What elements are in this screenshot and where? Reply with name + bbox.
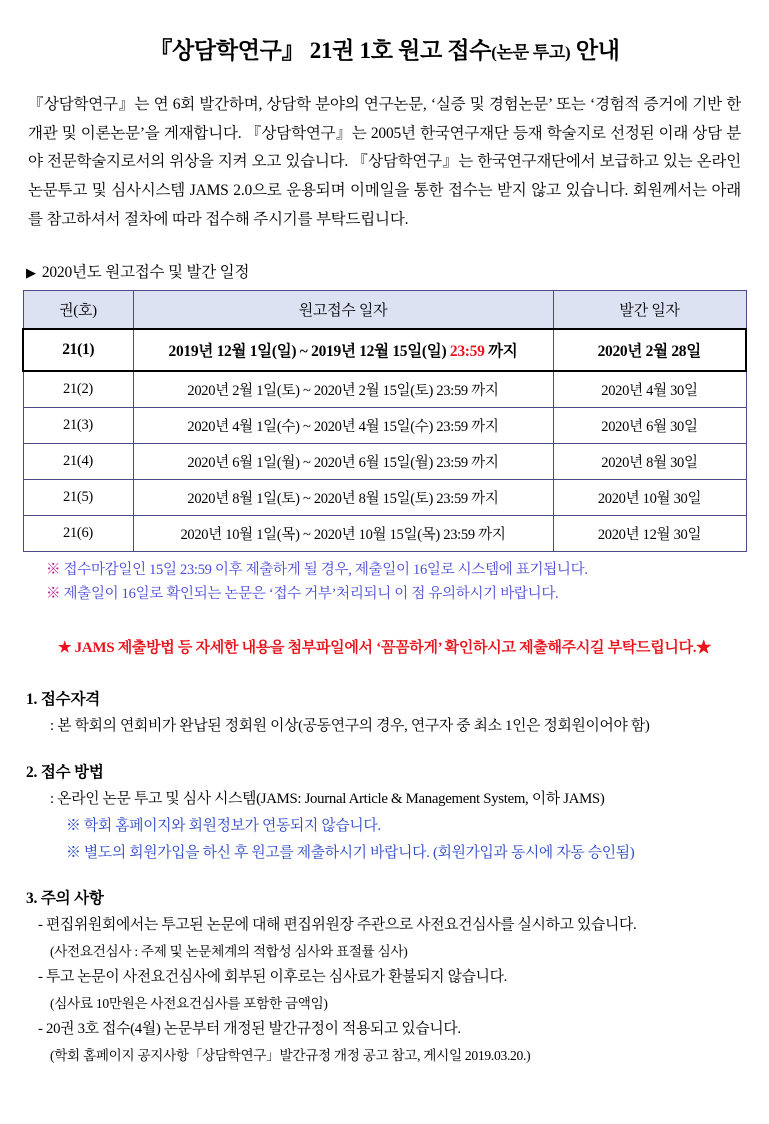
cell-volume: 21(5) — [23, 480, 133, 516]
page-title-main-post: 안내 — [570, 38, 620, 63]
spacer — [20, 742, 749, 760]
note-text: 접수마감일인 15일 23:59 이후 제출하게 될 경우, 제출일이 16일로 시스템에 표기됩니다. — [63, 562, 588, 579]
note-line — [46, 559, 749, 582]
schedule-table — [22, 290, 747, 552]
section-body-line: ※ 별도의 회원가입을 하신 후 원고를 제출하시기 바랍니다. (회원가입과 동시에 자동 승인됨) — [66, 844, 635, 861]
spacer — [20, 868, 749, 886]
schedule-heading-label: 2020년도 원고접수 및 발간 일정 — [41, 264, 250, 282]
section-submission-method — [20, 760, 749, 865]
section-heading: 3. 주의 사항 — [26, 890, 104, 908]
section-body-line: - 편집위원회에서는 투고된 논문에 대해 편집위원장 주관으로 사전요건심사를 실시하고 있습니다. — [38, 917, 637, 934]
cell-publish-date: 2020년 8월 30일 — [553, 444, 746, 480]
jams-highlight-note: ★ JAMS 제출방법 등 자세한 내용을 첨부파일에서 ‘꼼꼼하게’ 확인하시고 제출해주시길 부탁드립니다.★ — [58, 639, 711, 656]
page-title-main-pre: 『상담학연구』 21권 1호 원고 접수 — [149, 38, 492, 63]
cell-submission-period: 2020년 4월 1일(수) ~ 2020년 4월 15일(수) 23:59 까지 — [133, 408, 553, 444]
column-header-submission-period: 원고접수 일자 — [133, 291, 553, 330]
period-deadline-time: 23:59 — [449, 343, 485, 361]
cell-submission-period: 2020년 10월 1일(목) ~ 2020년 10월 15일(목) 23:59 까지 — [133, 516, 553, 552]
table-row — [23, 329, 746, 371]
cell-submission-period: 2020년 2월 1일(토) ~ 2020년 2월 15일(토) 23:59 까지 — [133, 371, 553, 408]
section-body-line: - 투고 논문이 사전요건심사에 회부된 이후로는 심사료가 환불되지 않습니다. — [38, 969, 508, 986]
cell-publish-date: 2020년 10월 30일 — [553, 480, 746, 516]
asterisk-icon: ※ — [46, 562, 61, 579]
cell-volume: 21(6) — [23, 516, 133, 552]
section-body-line: - 20권 3호 접수(4월) 논문부터 개정된 발간규정이 적용되고 있습니다. — [38, 1021, 461, 1038]
table-row — [23, 516, 746, 552]
section-heading: 1. 접수자격 — [26, 690, 100, 708]
section-heading: 2. 접수 방법 — [26, 763, 104, 781]
triangle-bullet-icon: ▶ — [26, 265, 36, 281]
cell-submission-period: 2020년 6월 1일(월) ~ 2020년 6월 15일(월) 23:59 까지 — [133, 444, 553, 480]
cell-publish-date: 2020년 4월 30일 — [553, 371, 746, 408]
section-cautions — [20, 886, 749, 1066]
table-row — [23, 371, 746, 408]
note-text: 제출일이 16일로 확인되는 논문은 ‘접수 거부’처리되니 이 점 유의하시기 바랍니다. — [63, 585, 559, 602]
table-row — [23, 408, 746, 444]
table-header-row — [23, 291, 746, 330]
cell-volume: 21(4) — [23, 444, 133, 480]
section-body-subline: (심사료 10만원은 사전요건심사를 포함한 금액임) — [50, 996, 328, 1012]
cell-volume: 21(2) — [23, 371, 133, 408]
cell-publish-date: 2020년 6월 30일 — [553, 408, 746, 444]
section-body-subline: (학회 홈페이지 공지사항「상담학연구」발간규정 개정 공고 참고, 게시일 2019.03.20.) — [50, 1048, 531, 1064]
cell-volume: 21(1) — [23, 329, 133, 371]
section-body-line: ※ 학회 홈페이지와 회원정보가 연동되지 않습니다. — [66, 817, 381, 834]
period-pre: 2019년 12월 1일(일) ~ 2019년 12월 15일(일) — [168, 343, 450, 361]
section-body-line: : 온라인 논문 투고 및 심사 시스템(JAMS: Journal Article & Management System, 이하 JAMS) — [50, 790, 605, 807]
page-title-paren: (논문 투고) — [491, 43, 571, 62]
column-header-publish-date: 발간 일자 — [553, 291, 746, 330]
column-header-volume: 권(호) — [23, 291, 133, 330]
schedule-notes — [46, 559, 749, 605]
section-qualification — [20, 687, 749, 738]
section-body-subline: (사전요건심사 : 주제 및 논문체계의 적합성 심사와 표절률 심사) — [50, 944, 408, 960]
period-post: 까지 — [484, 343, 518, 361]
cell-publish-date: 2020년 2월 28일 — [553, 329, 746, 371]
cell-submission-period — [133, 329, 553, 371]
cell-volume: 21(3) — [23, 408, 133, 444]
table-row — [23, 444, 746, 480]
note-line — [46, 583, 749, 606]
section-body-line: : 본 학회의 연회비가 완납된 정회원 이상(공동연구의 경우, 연구자 중 최소 1인은 정회원이어야 함) — [50, 717, 650, 734]
asterisk-icon: ※ — [46, 585, 61, 602]
page-title — [20, 32, 749, 65]
table-row — [23, 480, 746, 516]
cell-submission-period: 2020년 8월 1일(토) ~ 2020년 8월 15일(토) 23:59 까지 — [133, 480, 553, 516]
cell-publish-date: 2020년 12월 30일 — [553, 516, 746, 552]
schedule-heading — [26, 260, 749, 282]
intro-paragraph: 『상담학연구』는 연 6회 발간하며, 상담학 분야의 연구논문, ‘실증 및 경험논문’ 또는 ‘경험적 증거에 기반 한 개관 및 이론논문’을 게재합니다. 『상담학연구』는 2005년 한국연구재단 등재 학술지로 선정된 이래 상담 분야 전문학술지로서의 위상을 지켜 오고 있습니다. 『상담학연구』는 한국연구재단에서 보급하고 있는 온라인 논문투고 및 심사시스템 JAMS 2.0으로 운용되며 이메일을 통한 접수는 받지 않고 있습니다. 회원께서는 아래를 참고하셔서 절차에 따라 접수해 주시기를 부탁드립니다. — [28, 96, 741, 228]
